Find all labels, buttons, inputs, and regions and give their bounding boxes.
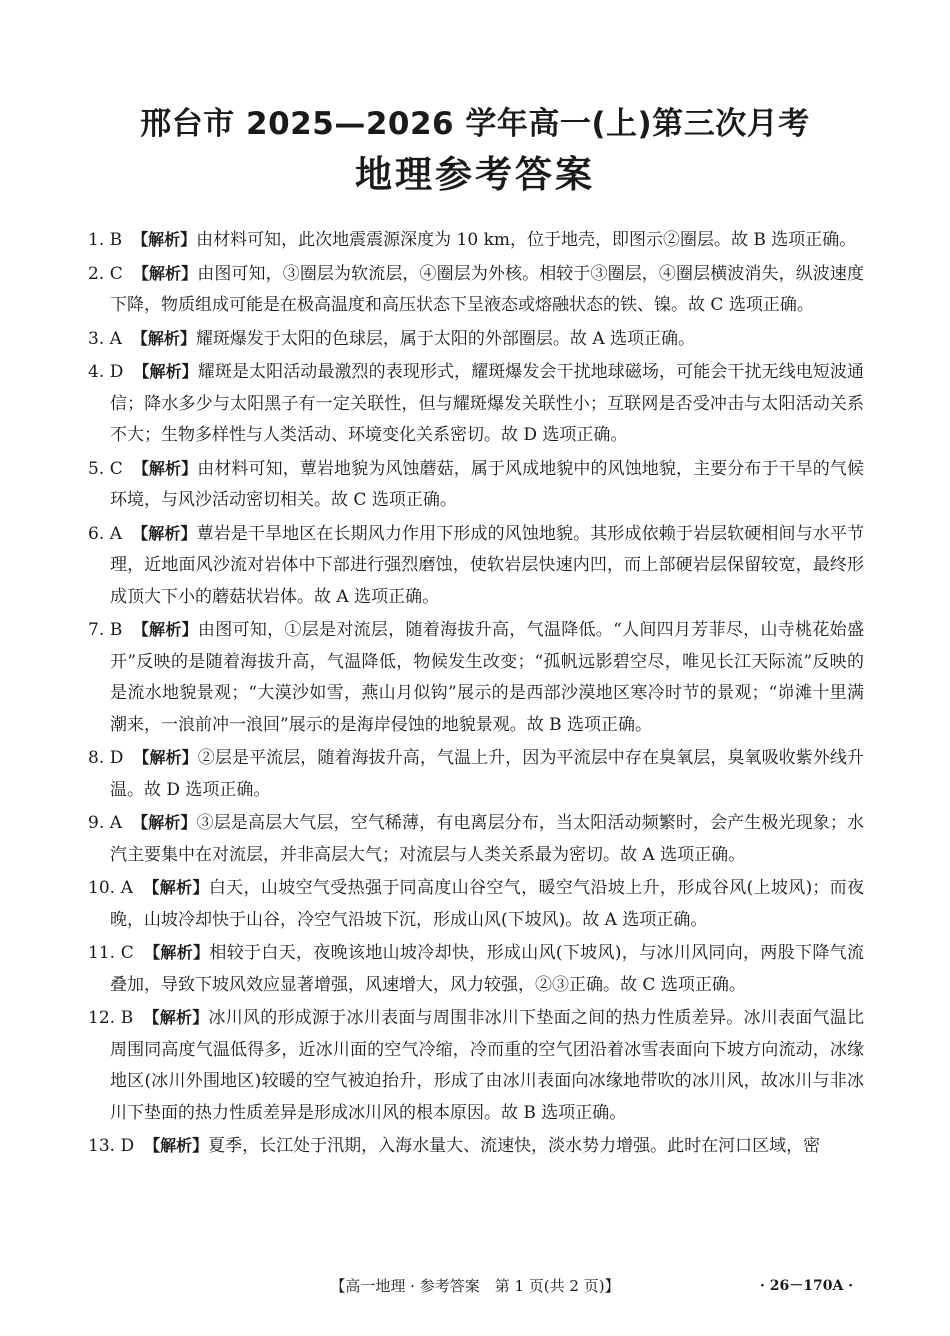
answer-item bbox=[88, 807, 864, 871]
answer-explanation: 耀斑爆发于太阳的色球层，属于太阳的外部圈层。故 A 选项正确。 bbox=[195, 328, 696, 349]
answer-item bbox=[88, 224, 864, 257]
answer-number: 10. A bbox=[88, 878, 134, 898]
analysis-tag: 【解析】 bbox=[144, 1136, 209, 1155]
answer-item bbox=[88, 872, 864, 936]
answer-item bbox=[88, 614, 864, 741]
answer-number: 13. D bbox=[88, 1136, 135, 1156]
answer-explanation: 由材料可知，此次地震震源深度为 10 km，位于地壳，即图示②圈层。故 B 选项正确。 bbox=[196, 230, 857, 250]
answer-number: 5. C bbox=[88, 458, 123, 479]
answer-item bbox=[88, 258, 864, 322]
analysis-tag: 【解析】 bbox=[143, 878, 209, 897]
answer-number: 12. B bbox=[88, 1008, 134, 1028]
analysis-tag: 【解析】 bbox=[132, 813, 197, 832]
answer-explanation: 白天，山坡空气受热强于同高度山谷空气，暖空气沿坡上升，形成谷风(上坡风)；而夜晚，山坡冷却快于山谷，冷空气沿坡下沉，形成山风(下坡风)。故 A 选项正确。 bbox=[110, 878, 864, 930]
answer-number: 11. C bbox=[88, 943, 134, 963]
analysis-tag: 【解析】 bbox=[133, 748, 198, 767]
analysis-tag: 【解析】 bbox=[143, 1008, 209, 1027]
page-footer: 【高一地理 · 参考答案 第 1 页(共 2 页)】 bbox=[330, 1277, 620, 1295]
answer-explanation: ③层是高层大气层，空气稀薄，有电离层分布，当太阳活动频繁时，会产生极光现象；水汽主要集中在对流层，并非高层大气；对流层与人类关系最为密切。故 A 选项正确。 bbox=[110, 813, 864, 865]
answer-explanation: 由图可知，③圈层为软流层，④圈层为外核。相较于③圈层，④圈层横波消失，纵波速度下降，物质组成可能是在极高温度和高压状态下呈液态或熔融状态的铁、镍。故 C 选项正确。 bbox=[110, 263, 864, 315]
answer-explanation: 蕈岩是干旱地区在长期风力作用下形成的风蚀地貌。其形成依赖于岩层软硬相间与水平节理，近地面风沙流对岩体中下部进行强烈磨蚀，使软岩层快速内凹，而上部硬岩层保留较宽，最终形成顶大下小的蘑菇状岩体。故 A 选项正确。 bbox=[110, 523, 864, 607]
answer-item bbox=[88, 1130, 864, 1163]
analysis-tag: 【解析】 bbox=[131, 328, 196, 348]
answer-explanation: 冰川风的形成源于冰川表面与周围非冰川下垫面之间的热力性质差异。冰川表面气温比周围同高度气温低得多，近冰川面的空气冷缩，冷而重的空气团沿着冰雪表面向下坡方向流动，冰缘地区(冰川外围地区)较暖的空气被迫抬升，形成了由冰川表面向冰缘地带吹的冰川风，故冰川与非冰川下垫面的热力性质差异是形成冰川风的根本原因。故 B 选项正确。 bbox=[110, 1008, 865, 1123]
answer-item bbox=[88, 453, 864, 517]
answer-number: 9. A bbox=[88, 813, 123, 833]
analysis-tag: 【解析】 bbox=[132, 523, 197, 543]
answer-explanation: 耀斑是太阳活动最激烈的表现形式，耀斑爆发会干扰地球磁场，可能会干扰无线电短波通信；降水多少与太阳黑子有一定关联性，但与耀斑爆发关联性小；互联网是否受冲击与太阳活动关系不大；生物多样性与人类活动、环境变化关系密切。故 D 选项正确。 bbox=[110, 362, 864, 445]
answer-item bbox=[88, 356, 864, 452]
answer-item bbox=[88, 742, 864, 806]
answer-number: 7. B bbox=[88, 620, 123, 640]
answer-item bbox=[88, 518, 864, 614]
document-code: · 26－170A · bbox=[760, 1278, 854, 1294]
analysis-tag: 【解析】 bbox=[143, 943, 210, 962]
answer-list bbox=[88, 224, 864, 1164]
answer-explanation: 相较于白天，夜晚该地山坡冷却快，形成山风(下坡风)，与冰川风同向，两股下降气流叠加，导致下坡风效应显著增强，风速增大，风力较强，②③正确。故 C 选项正确。 bbox=[110, 943, 864, 995]
answer-item bbox=[88, 1002, 864, 1129]
analysis-tag: 【解析】 bbox=[132, 230, 197, 249]
answer-key-title: 地理参考答案 bbox=[355, 153, 595, 196]
answer-item bbox=[88, 937, 864, 1001]
answer-number: 1. B bbox=[88, 230, 123, 250]
answer-number: 2. C bbox=[88, 263, 123, 284]
analysis-tag: 【解析】 bbox=[132, 263, 198, 283]
analysis-tag: 【解析】 bbox=[133, 362, 198, 381]
answer-explanation: 由材料可知，蕈岩地貌为风蚀蘑菇，属于风成地貌中的风蚀地貌，主要分布于干旱的气候环境，与风沙活动密切相关。故 C 选项正确。 bbox=[110, 458, 864, 510]
answer-number: 4. D bbox=[88, 362, 124, 382]
answer-number: 8. D bbox=[88, 748, 124, 768]
analysis-tag: 【解析】 bbox=[132, 458, 198, 478]
answer-explanation: ②层是平流层，随着海拔升高，气温上升，因为平流层中存在臭氧层，臭氧吸收紫外线升温。故 D 选项正确。 bbox=[110, 748, 864, 800]
answer-number: 6. A bbox=[88, 523, 123, 544]
answer-explanation: 由图可知，①层是对流层，随着海拔升高，气温降低。“人间四月芳菲尽，山寺桃花始盛开”反映的是随着海拔升高，气温降低，物候发生改变；“孤帆远影碧空尽，唯见长江天际流”反映的是流水地貌景观；“大漠沙如雪，燕山月似钩”展示的是西部沙漠地区寒冷时节的景观；“峁滩十里满潮来，一浪前冲一浪回”展示的是海岸侵蚀的地貌景观。故 B 选项正确。 bbox=[110, 620, 864, 735]
answer-item bbox=[88, 323, 864, 356]
analysis-tag: 【解析】 bbox=[132, 620, 198, 639]
exam-title: 邢台市 2025—2026 学年高一(上)第三次月考 bbox=[140, 106, 810, 142]
answer-explanation: 夏季，长江处于汛期，入海水量大、流速快，淡水势力增强。此时在河口区域，密 bbox=[208, 1136, 821, 1156]
answer-number: 3. A bbox=[88, 328, 122, 349]
